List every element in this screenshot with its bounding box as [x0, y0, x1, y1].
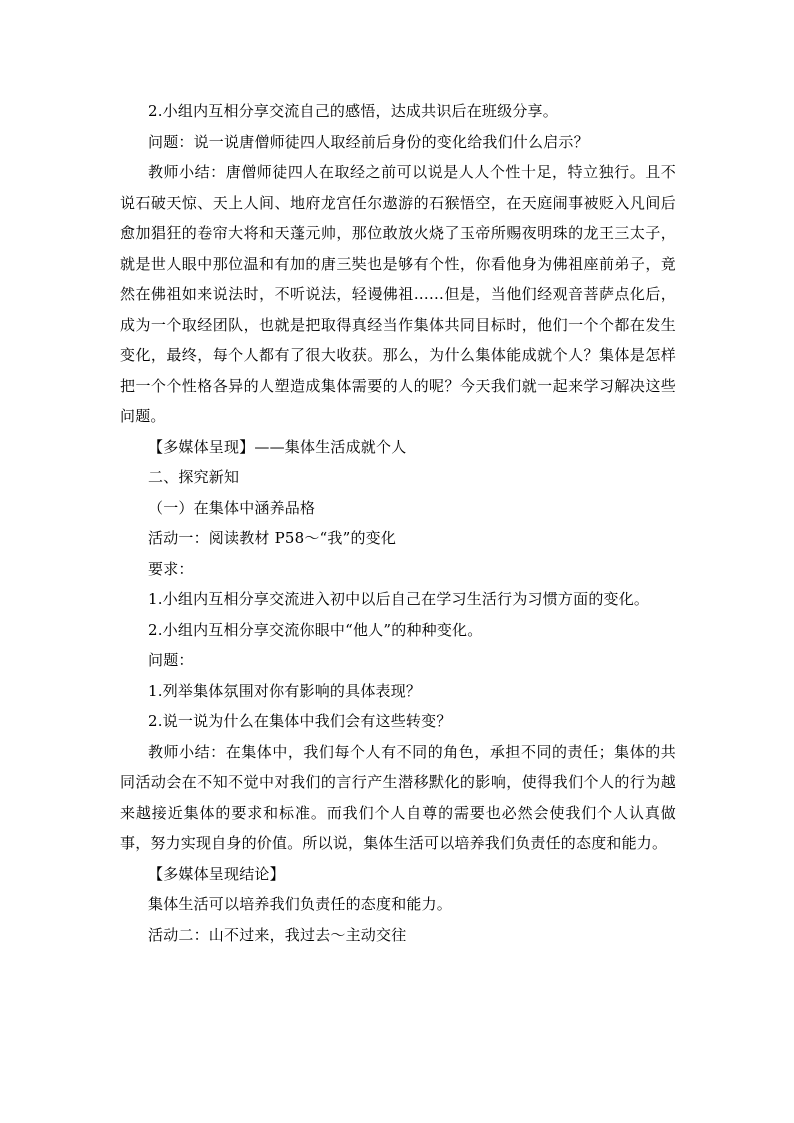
paragraph-question-1: 问题：说一说唐僧师徒四人取经前后身份的变化给我们什么启示？	[148, 132, 589, 151]
paragraph-activity-2: 活动二：山不过来，我过去～主动交往	[148, 925, 407, 944]
paragraph-requirement-2: 2.小组内互相分享交流你眼中“他人”的种种变化。	[148, 620, 483, 639]
section-heading-explore: 二、探究新知	[148, 468, 240, 486]
paragraph-multimedia-1: 【多媒体呈现】——集体生活成就个人	[148, 437, 407, 456]
paragraph-teacher-summary-1: 教师小结：唐僧师徒四人在取经之前可以说是人人个性十足，特立独行。且不说石破天惊、天上人间、地府龙宫任尔遨游的石猴悟空，在天庭闹事被贬入凡间后愈加猖狂的卷帘大将和天蓬元帅，那位敢放火烧了玉帝所赐夜明珠的龙王三太子，就是世人眼中那位温和有加的唐三奘也是够有个性，你看他身为佛祖座前弟子，竟然在佛祖如来说法时，不听说法，轻谩佛祖……但是，当他们经观音菩萨点化后，成为一个取经团队，也就是把取得真经当作集体共同目标时，他们一个个都在发生变化，最终，每个人都有了很大收获。那么，为什么集体能成就个人？集体是怎样把一个个性格各异的人塑造成集体需要的人的呢？今天我们就一起来学习解决这些问题。	[120, 163, 676, 425]
paragraph-question-list-1: 1.列举集体氛围对你有影响的具体表现？	[148, 681, 422, 700]
paragraph-requirements: 要求：	[148, 559, 194, 578]
paragraph-question-list-2: 2.说一说为什么在集体中我们会有这些转变？	[148, 712, 452, 730]
paragraph-multimedia-conclusion: 【多媒体呈现结论】	[148, 864, 285, 883]
subsection-heading-1: （一）在集体中涵养品格	[148, 498, 316, 517]
paragraph-requirement-1: 1.小组内互相分享交流进入初中以后自己在学习生活行为习惯方面的变化。	[148, 590, 650, 608]
paragraph-questions: 问题：	[148, 651, 194, 669]
paragraph-activity-1: 活动一：阅读教材 P58～“我”的变化	[148, 529, 397, 547]
paragraph-share-feelings: 2.小组内互相分享交流自己的感悟，达成共识后在班级分享。	[148, 102, 558, 120]
document-body	[120, 96, 676, 950]
paragraph-teacher-summary-2: 教师小结：在集体中，我们每个人有不同的角色，承担不同的责任；集体的共同活动会在不知不觉中对我们的言行产生潜移默化的影响，使得我们个人的行为越来越接近集体的要求和标准。而我们个人自尊的需要也必然会使我们个人认真做事，努力实现自身的价值。所以说，集体生活可以培养我们负责任的态度和能力。	[120, 742, 676, 852]
paragraph-conclusion: 集体生活可以培养我们负责任的态度和能力。	[148, 895, 453, 913]
